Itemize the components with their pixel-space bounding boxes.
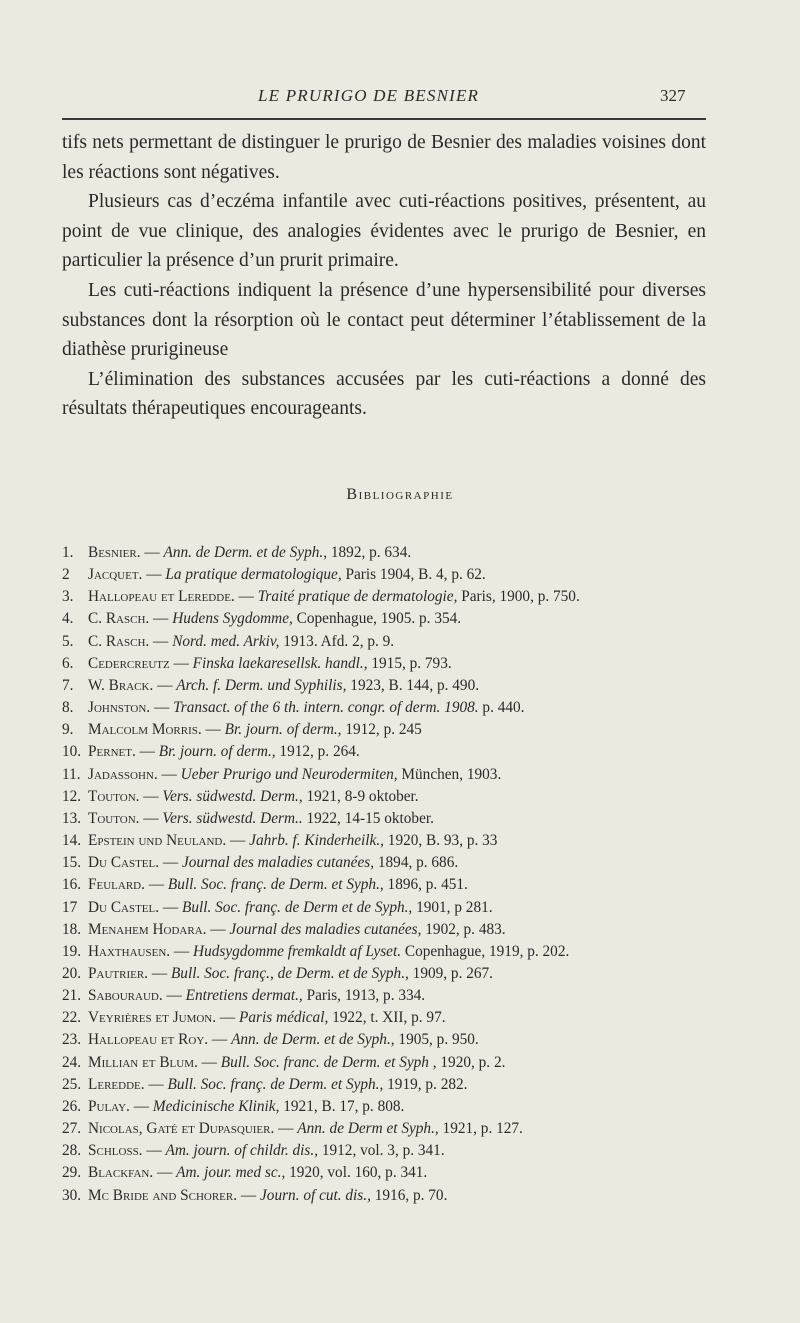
- entry-author: Pulay.: [88, 1097, 130, 1115]
- entry-title: La pratique dermatologique,: [165, 566, 342, 584]
- entry-title: Paris médical,: [239, 1009, 329, 1027]
- entry-number: 8.: [62, 699, 74, 717]
- bibliography-entry: 27. Nicolas, Gaté et Dupasquier. — Ann. de Derm et Syph., 1921, p. 127.: [62, 1118, 712, 1140]
- entry-author: Sabouraud.: [88, 987, 163, 1005]
- entry-number: 28.: [62, 1142, 82, 1160]
- entry-title: Am. journ. of childr. dis.,: [165, 1142, 319, 1160]
- entry-title: Br. journ. of derm.,: [158, 743, 276, 761]
- entry-title: Arch. f. Derm. und Syphilis,: [176, 676, 347, 694]
- entry-title: Ueber Prurigo und Neurodermiten,: [180, 765, 398, 783]
- paragraph: Les cuti-réactions indiquent la présence d’une hypersensibilité pour diverses substances dont la résorption où le contact peut déterminer l’établissement de la diathèse prurigineuse: [62, 279, 706, 361]
- entry-details: 1922, t. XII, p. 97.: [328, 1009, 446, 1027]
- bibliography-entry: 3. Hallopeau et Leredde. — Traité pratique de dermatologie, Paris, 1900, p. 750.: [62, 586, 712, 608]
- entry-details: München, 1903.: [397, 765, 502, 783]
- entry-details: , 1892, p. 634.: [323, 544, 412, 561]
- entry-author: Menahem Hodara.: [88, 920, 207, 938]
- entry-details: 1921, p. 127.: [438, 1120, 523, 1138]
- bibliography-entry: 1. Besnier. — Ann. de Derm. et de Syph., 1892, p. 634.: [62, 542, 712, 564]
- entry-number: 29.: [62, 1164, 82, 1182]
- bibliography-entry: 24. Millian et Blum. — Bull. Soc. franc. de Derm. et Syph , 1920, p. 2.: [62, 1052, 712, 1074]
- entry-details: 1912, p. 245: [341, 721, 422, 739]
- entry-title: Entretiens dermat.,: [185, 987, 303, 1005]
- entry-number: 2: [62, 566, 70, 584]
- bibliography-entry: 7. W. Brack. — Arch. f. Derm. und Syphilis, 1923, B. 144, p. 490.: [62, 675, 712, 697]
- bibliography-entry: 28. Schloss. — Am. journ. of childr. dis., 1912, vol. 3, p. 341.: [62, 1140, 712, 1162]
- entry-title: Bull. Soc. franç. de Derm. et Syph.,: [167, 1075, 384, 1093]
- entry-title: Journ. of cut. dis.,: [260, 1186, 371, 1204]
- entry-details: 1901, p 281.: [412, 898, 493, 916]
- entry-author: Du Castel.: [88, 854, 160, 872]
- bibliography-entry: 25. Leredde. — Bull. Soc. franç. de Derm. et Syph., 1919, p. 282.: [62, 1074, 712, 1096]
- entry-title: Jahrb. f. Kinderheilk.,: [249, 832, 384, 850]
- header-rule: [62, 118, 706, 120]
- entry-details: 1920, B. 93, p. 33: [383, 832, 498, 850]
- entry-number: 7.: [62, 676, 74, 694]
- entry-author: Schloss.: [88, 1142, 143, 1160]
- bibliography-entry: 14. Epstein und Neuland. — Jahrb. f. Kinderheilk., 1920, B. 93, p. 33: [62, 830, 712, 852]
- entry-number: 5.: [62, 632, 74, 650]
- entry-number: 10.: [62, 743, 82, 761]
- entry-number: 11.: [62, 765, 81, 783]
- bibliography-entry: 12. Touton. — Vers. südwestd. Derm., 1921, 8-9 oktober.: [62, 786, 712, 808]
- entry-title: Bull. Soc. franc. de Derm. et Syph: [220, 1053, 429, 1071]
- entry-number: 27.: [62, 1120, 82, 1138]
- entry-author: W. Brack.: [88, 676, 154, 694]
- entry-author: Du Castel.: [88, 898, 160, 916]
- entry-title: Bull. Soc. franç. de Derm. et Syph.,: [167, 876, 384, 894]
- bibliography-entry: 23. Hallopeau et Roy. — Ann. de Derm. et de Syph., 1905, p. 950.: [62, 1029, 712, 1051]
- entry-title: Vers. südwestd. Derm..: [162, 809, 303, 827]
- entry-details: 1912, p. 264.: [275, 743, 360, 761]
- bibliography-entry: 20. Pautrier. — Bull. Soc. franç., de Derm. et de Syph., 1909, p. 267.: [62, 963, 712, 985]
- entry-title: Finska laekaresellsk. handl.,: [192, 654, 368, 672]
- entry-title: Br. journ. of derm.,: [224, 721, 342, 739]
- entry-title: Ann. de Derm. et de Syph.: [163, 544, 324, 561]
- bibliography-entry: 21. Sabouraud. — Entretiens dermat., Paris, 1913, p. 334.: [62, 985, 712, 1007]
- entry-details: Paris, 1900, p. 750.: [457, 588, 580, 606]
- entry-details: Copenhague, 1905. p. 354.: [292, 610, 462, 628]
- entry-author: Leredde.: [88, 1075, 145, 1093]
- entry-number: 20.: [62, 964, 82, 982]
- paragraph: L’élimination des substances accusées par les cuti-réactions a donné des résultats thérapeutiques encourageants.: [62, 368, 706, 420]
- entry-author: Cedercreutz: [88, 654, 170, 672]
- entry-author: Besnier.: [88, 544, 141, 561]
- entry-details: 1915, p. 793.: [367, 654, 452, 672]
- entry-number: 3.: [62, 588, 74, 606]
- entry-details: Paris 1904, B. 4, p. 62.: [341, 566, 486, 584]
- entry-number: 12.: [62, 787, 82, 805]
- entry-title: Vers. südwestd. Derm.,: [162, 787, 303, 805]
- entry-author: Veyrières et Jumon.: [88, 1009, 217, 1027]
- entry-title: Hudens Sygdomme,: [172, 610, 293, 628]
- entry-details: 1921, 8-9 oktober.: [302, 787, 419, 805]
- entry-title: Bull. Soc. franç. de Derm et de Syph.,: [182, 898, 413, 916]
- bibliography-entry: 11. Jadassohn. — Ueber Prurigo und Neurodermiten, München, 1903.: [62, 764, 712, 786]
- entry-details: 1909, p. 267.: [408, 964, 493, 982]
- bibliography-entry: 8. Johnston. — Transact. of the 6 th. intern. congr. of derm. 1908. p. 440.: [62, 697, 712, 719]
- entry-author: Johnston.: [88, 699, 151, 717]
- entry-number: 18.: [62, 920, 82, 938]
- entry-author: Pernet.: [88, 743, 136, 761]
- entry-title: Nord. med. Arkiv,: [172, 632, 280, 650]
- entry-number: 13.: [62, 809, 82, 827]
- entry-number: 22.: [62, 1009, 82, 1027]
- entry-author: Haxthausen.: [88, 942, 171, 960]
- entry-details: , 1920, p. 2.: [428, 1053, 506, 1071]
- bibliography-entry: 5. C. Rasch. — Nord. med. Arkiv, 1913. Afd. 2, p. 9.: [62, 631, 712, 653]
- entry-number: 26.: [62, 1097, 82, 1115]
- bibliography-entry: 6. Cedercreutz — Finska laekaresellsk. handl., 1915, p. 793.: [62, 653, 712, 675]
- entry-author: Hallopeau et Roy.: [88, 1031, 209, 1049]
- paragraph: Plusieurs cas d’eczéma infantile avec cuti-réactions positives, présentent, au point de vue clinique, des analogies évidentes avec le prurigo de Besnier, en particulier la présence d’un prurit primaire.: [62, 191, 706, 272]
- body-text: [62, 128, 706, 424]
- entry-number: 21.: [62, 987, 82, 1005]
- entry-details: 1913. Afd. 2, p. 9.: [279, 632, 395, 650]
- entry-author: Pautrier.: [88, 964, 148, 982]
- entry-author: Nicolas, Gaté et Dupasquier.: [88, 1120, 275, 1138]
- bibliography-entry: 18. Menahem Hodara. — Journal des maladies cutanées, 1902, p. 483.: [62, 919, 712, 941]
- entry-number: 6.: [62, 654, 74, 672]
- bibliography-entry: 4. C. Rasch. — Hudens Sygdomme, Copenhague, 1905. p. 354.: [62, 608, 712, 630]
- entry-number: 16.: [62, 876, 82, 894]
- entry-author: Epstein und Neuland.: [88, 832, 227, 850]
- entry-details: 1896, p. 451.: [383, 876, 468, 894]
- bibliography-entry: 2 Jacquet. — La pratique dermatologique, Paris 1904, B. 4, p. 62.: [62, 564, 712, 586]
- entry-author: Feulard.: [88, 876, 145, 894]
- entry-author: C. Rasch.: [88, 632, 150, 650]
- entry-author: Touton.: [88, 787, 140, 805]
- entry-number: 14.: [62, 832, 82, 850]
- bibliography-entry: 22. Veyrières et Jumon. — Paris médical, 1922, t. XII, p. 97.: [62, 1007, 712, 1029]
- bibliography-entry: 17 Du Castel. — Bull. Soc. franç. de Derm et de Syph., 1901, p 281.: [62, 897, 712, 919]
- page-number: 327: [660, 86, 686, 105]
- bibliography-entry: 19. Haxthausen. — Hudsygdomme fremkaldt af Lyset. Copenhague, 1919, p. 202.: [62, 941, 712, 963]
- entry-author: Jadassohn.: [88, 765, 158, 783]
- entry-number: 25.: [62, 1075, 82, 1093]
- bibliography-entry: 15. Du Castel. — Journal des maladies cutanées, 1894, p. 686.: [62, 852, 712, 874]
- entry-details: p. 440.: [478, 699, 525, 717]
- entry-title: Journal des maladies cutanées,: [182, 854, 375, 872]
- entry-title: Traité pratique de dermatologie,: [257, 588, 458, 606]
- entry-author: C. Rasch.: [88, 610, 150, 628]
- bibliography-entry: 9. Malcolm Morris. — Br. journ. of derm., 1912, p. 245: [62, 719, 712, 741]
- section-title: Bibliographie: [346, 486, 454, 503]
- entry-details: 1916, p. 70.: [370, 1186, 448, 1204]
- entry-title: Transact. of the 6 th. intern. congr. of derm. 1908.: [173, 699, 479, 717]
- entry-author: Malcolm Morris.: [88, 721, 202, 739]
- entry-number: 23.: [62, 1031, 82, 1049]
- entry-title: Am. jour. med sc.,: [176, 1164, 286, 1182]
- entry-author: Blackfan.: [88, 1164, 154, 1182]
- bibliography-entry: 26. Pulay. — Medicinische Klinik, 1921, B. 17, p. 808.: [62, 1096, 712, 1118]
- entry-number: 17: [62, 898, 78, 916]
- entry-author: Jacquet.: [88, 566, 143, 584]
- entry-title: Ann. de Derm. et de Syph.,: [231, 1031, 395, 1049]
- entry-author: Mc Bride and Schorer.: [88, 1186, 238, 1204]
- bibliography-entry: 10. Pernet. — Br. journ. of derm., 1912, p. 264.: [62, 741, 712, 763]
- entry-details: 1921, B. 17, p. 808.: [279, 1097, 405, 1115]
- entry-title: Medicinische Klinik,: [152, 1097, 280, 1115]
- bibliography-list: [62, 542, 712, 1207]
- entry-title: Journal des maladies cutanées,: [229, 920, 422, 938]
- entry-details: 1923, B. 144, p. 490.: [346, 676, 480, 694]
- entry-number: 9.: [62, 721, 74, 739]
- entry-author: Millian et Blum.: [88, 1053, 198, 1071]
- entry-number: 1.: [62, 544, 74, 561]
- entry-title: Hudsygdomme fremkaldt af Lyset.: [193, 942, 402, 960]
- entry-number: 4.: [62, 610, 74, 628]
- entry-details: 1894, p. 686.: [374, 854, 459, 872]
- entry-title: Bull. Soc. franç., de Derm. et de Syph.,: [170, 964, 409, 982]
- entry-details: 1922, 14-15 oktober.: [302, 809, 434, 827]
- entry-details: Paris, 1913, p. 334.: [302, 987, 426, 1005]
- bibliography-entry: 30. Mc Bride and Schorer. — Journ. of cut. dis., 1916, p. 70.: [62, 1185, 712, 1207]
- entry-details: 1920, vol. 160, p. 341.: [285, 1164, 428, 1182]
- paragraph: tifs nets permettant de distinguer le prurigo de Besnier des maladies voisines dont les réactions sont négatives.: [62, 132, 706, 183]
- bibliography-entry: 13. Touton. — Vers. südwestd. Derm.. 1922, 14-15 oktober.: [62, 808, 712, 830]
- entry-details: 1905, p. 950.: [394, 1031, 479, 1049]
- running-head: LE PRURIGO DE BESNIER: [258, 86, 480, 105]
- entry-details: 1919, p. 282.: [383, 1075, 468, 1093]
- entry-number: 15.: [62, 854, 82, 872]
- entry-author: Touton.: [88, 809, 140, 827]
- entry-number: 19.: [62, 942, 82, 960]
- entry-details: Copenhague, 1919, p. 202.: [401, 942, 570, 960]
- entry-details: 1902, p. 483.: [421, 920, 506, 938]
- entry-details: 1912, vol. 3, p. 341.: [318, 1142, 445, 1160]
- entry-number: 30.: [62, 1186, 82, 1204]
- bibliography-entry: 16. Feulard. — Bull. Soc. franç. de Derm. et Syph., 1896, p. 451.: [62, 874, 712, 896]
- entry-title: Ann. de Derm et Syph.,: [297, 1120, 439, 1138]
- bibliography-entry: 29. Blackfan. — Am. jour. med sc., 1920, vol. 160, p. 341.: [62, 1162, 712, 1184]
- entry-author: Hallopeau et Leredde.: [88, 588, 235, 606]
- entry-number: 24.: [62, 1053, 82, 1071]
